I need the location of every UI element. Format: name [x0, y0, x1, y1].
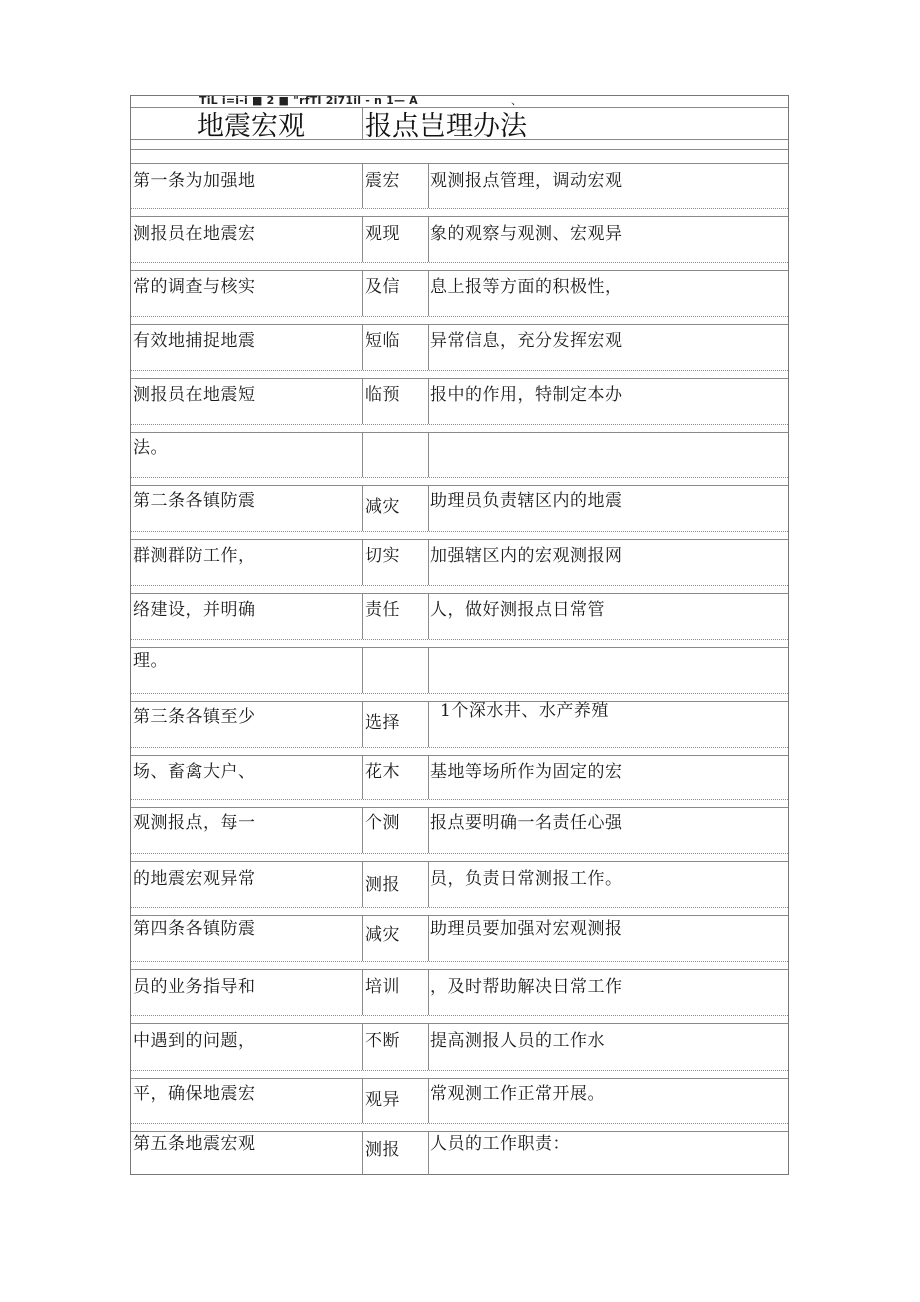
table-cell-col2: 花木: [365, 762, 400, 782]
row-divider: [131, 485, 788, 486]
table-cell-col1: 络建设，并明确: [133, 600, 256, 620]
table-cell-col1: 第五条地震宏观: [133, 1134, 256, 1154]
table-cell-col2: 及信: [365, 277, 400, 297]
row-divider: [131, 1131, 788, 1132]
row-divider: [131, 969, 788, 970]
table-cell-col1: 观测报点，每一: [133, 813, 256, 833]
row-divider: [131, 1015, 788, 1016]
table-cell-col2: 切实: [365, 546, 400, 566]
row-divider: [131, 799, 788, 800]
column-divider: [428, 324, 429, 370]
table-cell-col2: 减灾: [365, 925, 400, 945]
column-divider: [362, 701, 363, 747]
column-divider: [362, 807, 363, 853]
table-cell-col2: 短临: [365, 331, 400, 351]
row-divider: [131, 585, 788, 586]
table-cell-col1: 群测群防工作，: [133, 546, 256, 566]
table-cell-col2: 临预: [365, 385, 400, 405]
table-cell-col1: 第二条各镇防震: [133, 491, 256, 511]
row-divider: [131, 477, 788, 478]
row-divider: [131, 208, 788, 209]
row-divider: [131, 961, 788, 962]
column-divider: [362, 107, 363, 139]
row-divider: [131, 747, 788, 748]
column-divider: [362, 1023, 363, 1070]
row-divider: [131, 907, 788, 908]
column-divider: [428, 163, 429, 208]
column-divider: [362, 378, 363, 424]
column-divider: [362, 539, 363, 585]
table-cell-col2: 选择: [365, 713, 400, 733]
row-divider: [131, 539, 788, 540]
table-cell-col2: 不断: [365, 1031, 400, 1051]
column-divider: [428, 915, 429, 961]
table-cell-col2: 测报: [365, 875, 400, 895]
row-divider: [131, 1070, 788, 1071]
table-cell-col1: 员的业务指导和: [133, 977, 256, 997]
row-divider: [131, 531, 788, 532]
row-divider: [131, 316, 788, 317]
row-divider: [131, 149, 788, 150]
row-divider: [131, 163, 788, 164]
table-cell-col1: 第四条各镇防震: [133, 919, 256, 939]
column-divider: [428, 861, 429, 907]
table-cell-col1: 的地震宏观异常: [133, 869, 256, 889]
table-cell-col1: 理。: [133, 651, 168, 671]
table-cell-col2: 观现: [365, 224, 400, 244]
table-cell-col2: 震宏: [365, 171, 400, 191]
row-divider: [131, 324, 788, 325]
table-cell-col1: 场、畜禽大户、: [133, 762, 256, 782]
column-divider: [428, 485, 429, 531]
table-cell-col2: 个测: [365, 813, 400, 833]
table-cell-col3: ，及时帮助解决日常工作: [430, 977, 623, 997]
table-cell-col2: 测报: [365, 1140, 400, 1160]
row-divider: [131, 378, 788, 379]
table-cell-col1: 第一条为加强地: [133, 171, 256, 191]
column-divider: [428, 755, 429, 799]
table-cell-col1: 平，确保地震宏: [133, 1084, 256, 1104]
column-divider: [428, 378, 429, 424]
title-left: 地震宏观: [197, 111, 305, 142]
column-divider: [362, 432, 363, 477]
table-cell-col3: 报中的作用，特制定本办: [430, 385, 623, 405]
table-cell-col3: 观测报点管理，调动宏观: [430, 171, 623, 191]
column-divider: [428, 593, 429, 639]
column-divider: [428, 701, 429, 747]
column-divider: [362, 861, 363, 907]
title-right: 报点岂理办法: [365, 111, 527, 142]
table-cell-col3: 息上报等方面的积极性，: [430, 277, 623, 297]
row-divider: [131, 853, 788, 854]
table-cell-col1: 常的调查与核实: [133, 277, 256, 297]
row-divider: [131, 1123, 788, 1124]
table-cell-col3: 人，做好测报点日常管: [430, 600, 605, 620]
column-divider: [362, 915, 363, 961]
column-divider: [428, 1131, 429, 1175]
table-cell-col3: 象的观察与观测、宏观异: [430, 224, 623, 244]
column-divider: [362, 1131, 363, 1175]
row-divider: [131, 593, 788, 594]
column-divider: [362, 163, 363, 208]
table-cell-col1: 中遇到的问题，: [133, 1031, 256, 1051]
row-divider: [131, 915, 788, 916]
column-divider: [362, 593, 363, 639]
row-divider: [131, 861, 788, 862]
column-divider: [362, 969, 363, 1015]
table-cell-col3: 常观测工作正常开展。: [430, 1084, 605, 1104]
row-divider: [131, 647, 788, 648]
table-cell-col3: 报点要明确一名责任心强: [430, 813, 623, 833]
row-divider: [131, 216, 788, 217]
row-divider: [131, 370, 788, 371]
table-cell-col3: 异常信息，充分发挥宏观: [430, 331, 623, 351]
row-divider: [131, 107, 788, 108]
regulation-table: [130, 95, 789, 1175]
column-divider: [362, 324, 363, 370]
table-cell-col1: 有效地捕捉地震: [133, 331, 256, 351]
table-cell-col3: 基地等场所作为固定的宏: [430, 762, 623, 782]
column-divider: [362, 647, 363, 693]
row-divider: [131, 755, 788, 756]
column-divider: [428, 216, 429, 262]
column-divider: [428, 1078, 429, 1123]
column-divider: [428, 1023, 429, 1070]
row-divider: [131, 1078, 788, 1079]
column-divider: [362, 755, 363, 799]
column-divider: [428, 539, 429, 585]
table-cell-col1: 测报员在地震短: [133, 385, 256, 405]
garbled-header-tail: 、: [511, 94, 522, 107]
table-cell-col1: 法。: [133, 438, 168, 458]
row-divider: [131, 262, 788, 263]
row-divider: [131, 424, 788, 425]
column-divider: [362, 270, 363, 316]
column-divider: [428, 270, 429, 316]
column-divider: [362, 1078, 363, 1123]
garbled-header-text: TiL i=i-i ■ 2 ■ "rfTI 2i71il - n 1— A: [199, 94, 418, 107]
table-cell-col3: 助理员负责辖区内的地震: [430, 491, 623, 511]
table-cell-col3: 加强辖区内的宏观测报网: [430, 546, 623, 566]
row-divider: [131, 139, 788, 140]
table-cell-col3: 1个深水井、水产养殖: [440, 701, 609, 721]
column-divider: [428, 647, 429, 693]
table-cell-col2: 责任: [365, 600, 400, 620]
table-cell-col2: 观异: [365, 1090, 400, 1110]
table-cell-col2: 减灾: [365, 497, 400, 517]
row-divider: [131, 639, 788, 640]
column-divider: [428, 807, 429, 853]
table-cell-col1: 测报员在地震宏: [133, 224, 256, 244]
column-divider: [428, 969, 429, 1015]
column-divider: [362, 216, 363, 262]
column-divider: [362, 485, 363, 531]
table-cell-col3: 助理员要加强对宏观测报: [430, 919, 623, 939]
table-cell-col3: 提高测报人员的工作水: [430, 1031, 605, 1051]
table-cell-col2: 培训: [365, 977, 400, 997]
table-cell-col1: 第三条各镇至少: [133, 707, 256, 727]
row-divider: [131, 1023, 788, 1024]
row-divider: [131, 270, 788, 271]
row-divider: [131, 432, 788, 433]
column-divider: [428, 432, 429, 477]
row-divider: [131, 693, 788, 694]
table-cell-col3: 人员的工作职责：: [430, 1134, 570, 1154]
row-divider: [131, 807, 788, 808]
table-cell-col3: 员，负责日常测报工作。: [430, 869, 623, 889]
